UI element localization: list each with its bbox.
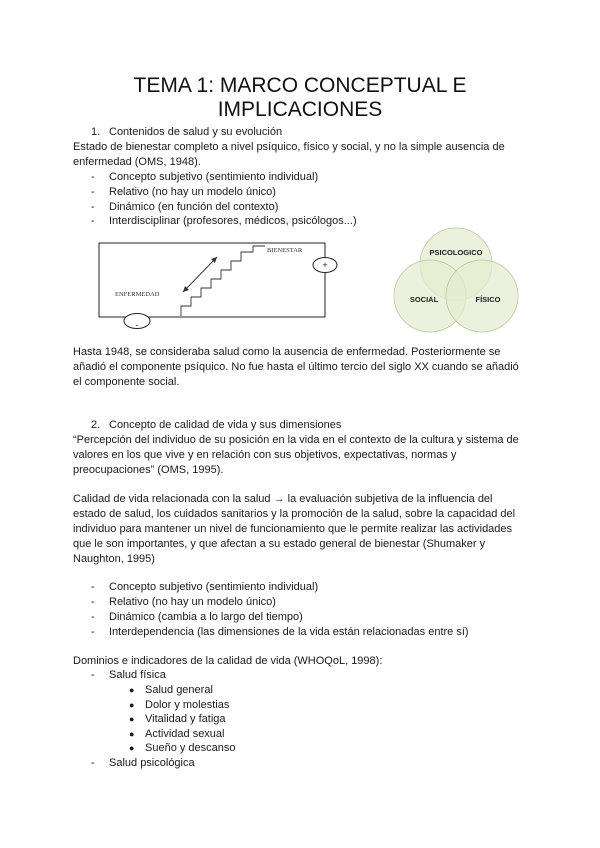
domain-label: Salud física (109, 669, 166, 681)
list-item-text: Dinámico (en función del contexto) (109, 201, 279, 213)
list-item-text: Salud general (145, 684, 213, 696)
history-line2: añadió el componente psíquico. No fue hasta el último tercio del siglo XX cuando se añadió (73, 361, 519, 373)
venn-label-psicologico: PSICOLOGICO (429, 248, 483, 257)
bullet-mark: ● (129, 729, 135, 739)
crvs-line4: que le son importantes, y que afectan a su estado general de bienestar (Shumaker y (73, 538, 486, 550)
bienestar-label: BIENESTAR (267, 247, 303, 254)
list-item-text: Relativo (no hay un modelo único) (109, 186, 276, 198)
list-item-text: Dinámico (cambia a lo largo del tiempo) (109, 611, 303, 623)
section1-definition-line2: enfermedad (OMS, 1948). (73, 156, 201, 168)
venn-diagram (384, 226, 526, 338)
domains-heading: Dominios e indicadores de la calidad de vida (WHOQoL, 1998): (73, 655, 383, 667)
domain-label: Salud psicológica (109, 757, 195, 769)
enfermedad-label: ENFERMEDAD (115, 291, 160, 298)
bullet-mark: ● (129, 700, 135, 710)
section2-heading: Concepto de calidad de vida y sus dimensiones (109, 419, 342, 431)
list-item-text: Concepto subjetivo (sentimiento individual) (109, 171, 319, 183)
list-item (91, 170, 319, 185)
list-item (91, 185, 276, 200)
list-item-text: Vitalidad y fatiga (145, 713, 226, 725)
list-item-text: Relativo (no hay un modelo único) (109, 596, 276, 608)
dash-mark: - (91, 201, 95, 213)
list-item-text: Sueño y descanso (145, 742, 236, 754)
list-item (129, 712, 226, 727)
title-line-1: TEMA 1: MARCO CONCEPTUAL E (133, 74, 467, 97)
section1-number: 1. (91, 126, 101, 138)
page-title (0, 74, 600, 122)
diagram-frame (99, 243, 328, 317)
list-item (129, 727, 225, 742)
health-continuum-diagram (95, 238, 347, 334)
section2-number: 2. (91, 419, 101, 431)
history-line3: el componente social. (73, 376, 180, 388)
dash-mark: - (91, 596, 95, 608)
domain-item-psicologica (91, 756, 195, 771)
list-item (129, 683, 213, 698)
dash-mark: - (91, 757, 95, 769)
dash-mark: - (91, 581, 95, 593)
section1-heading: Contenidos de salud y su evolución (109, 126, 283, 138)
history-line1: Hasta 1948, se consideraba salud como la ausencia de enfermedad. Posteriormente se (73, 346, 501, 358)
dash-mark: - (91, 626, 95, 638)
bullet-mark: ● (129, 685, 135, 695)
list-item-text: Interdependencia (las dimensiones de la vida están relacionadas entre sí) (109, 626, 469, 638)
list-item-text: Concepto subjetivo (sentimiento individual) (109, 581, 319, 593)
list-item (91, 214, 357, 229)
crvs-line3: individuo para mantener un nivel de funcionamiento que le permite realizar las actividades (73, 523, 513, 535)
domain-item-fisica (91, 668, 166, 683)
list-item (129, 698, 230, 713)
list-item (129, 741, 236, 756)
quote-line3: preocupaciones” (OMS, 1995). (73, 464, 224, 476)
list-item-text: Actividad sexual (145, 728, 225, 740)
plus-sign: + (322, 260, 328, 270)
list-item (91, 595, 276, 610)
dash-mark: - (91, 669, 95, 681)
list-item-text: Interdisciplinar (profesores, médicos, psicólogos...) (109, 215, 357, 227)
bullet-mark: ● (129, 743, 135, 753)
bullet-mark: ● (129, 714, 135, 724)
crvs-line1: Calidad de vida relacionada con la salud → la evaluación subjetiva de la influencia del (73, 493, 493, 505)
list-item (91, 610, 303, 625)
title-line-2: IMPLICACIONES (217, 98, 383, 121)
list-item (91, 625, 469, 640)
crvs-line5: Naughton, 1995) (73, 553, 155, 565)
dash-mark: - (91, 171, 95, 183)
minus-sign: - (135, 320, 139, 330)
diagonal-arrow (183, 257, 217, 292)
quote-line1: “Percepción del individuo de su posición en la vida en el contexto de la cultura y sistema de (73, 434, 519, 446)
venn-label-social: SOCIAL (409, 295, 439, 304)
quote-line2: valores en los que vive y en relación con sus objetivos, expectativas, normas y (73, 449, 457, 461)
crvs-line2: estado de salud, los cuidados sanitarios y la promoción de la salud, sobre la capacidad del (73, 508, 516, 520)
dash-mark: - (91, 215, 95, 227)
section1-definition-line1: Estado de bienestar completo a nivel psíquico, físico y social, y no la simple ausencia de (73, 141, 505, 153)
list-item (91, 200, 279, 215)
dash-mark: - (91, 611, 95, 623)
list-item-text: Dolor y molestias (145, 699, 230, 711)
venn-label-fisico: FÍSICO (475, 295, 501, 304)
dash-mark: - (91, 186, 95, 198)
list-item (91, 580, 319, 595)
